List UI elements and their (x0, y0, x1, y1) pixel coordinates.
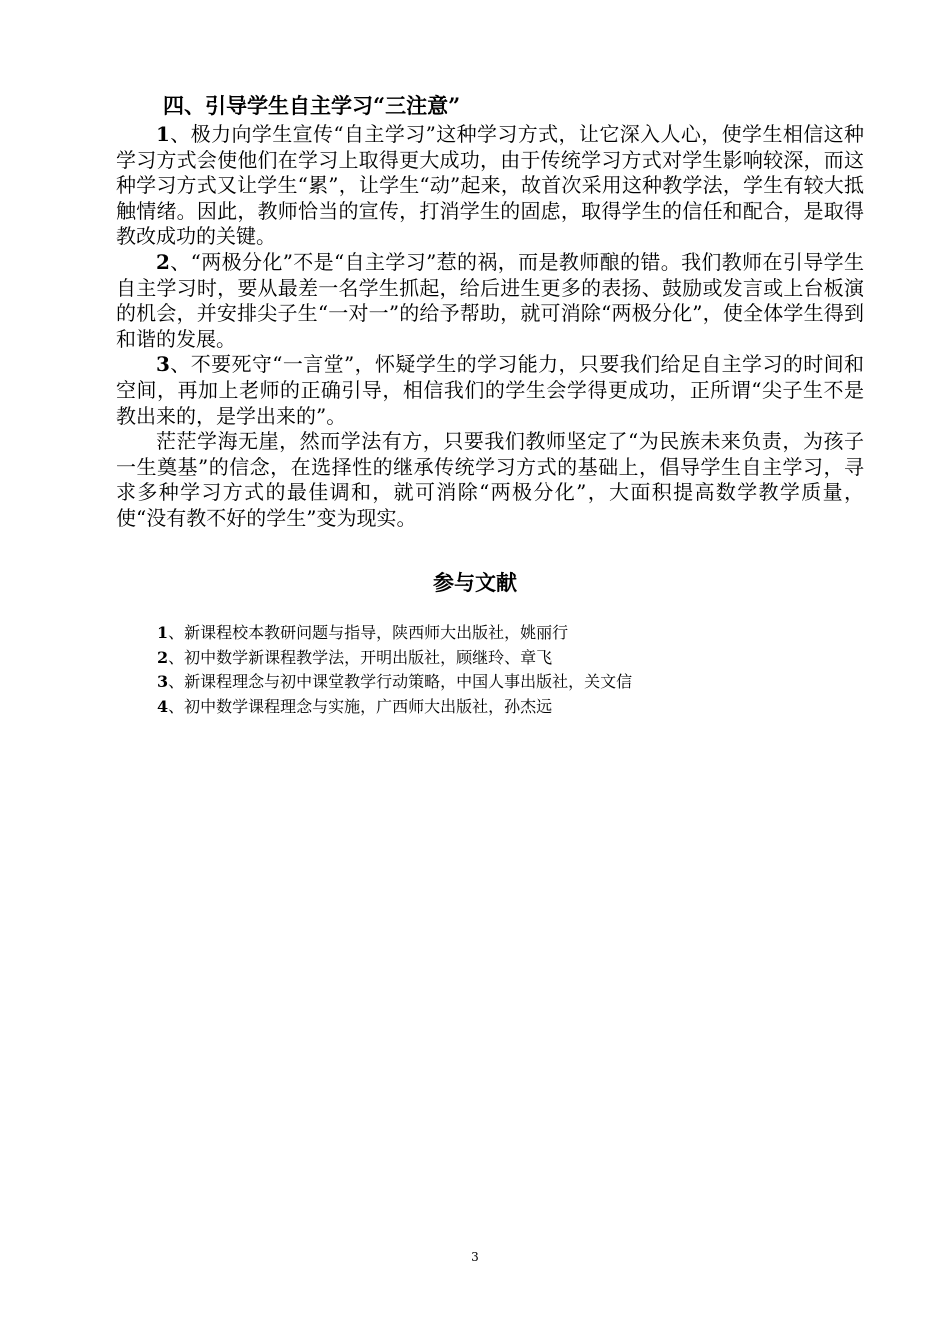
paragraph-text: 、不要死守“一言堂”，怀疑学生的学习能力，只要我们给足自主学习的时间和空间，再加上老师的正确引导，相信我们的学生会学得更成功，正所谓“尖子生不是教出来的，是学出来的”。 (116, 352, 864, 428)
reference-number: 2 (157, 647, 169, 667)
reference-number: 1 (157, 623, 169, 642)
reference-item (157, 670, 877, 695)
conclusion-paragraph: 茫茫学海无崖，然而学法有方，只要我们教师坚定了“为民族未来负责，为孩子一生奠基”的信念，在选择性的继承传统学习方式的基础上，倡导学生自主学习，寻求多种学习方式的最佳调和，就可消除“两极分化”，大面积提高数学教学质量，使“没有教不好的学生”变为现实。 (116, 429, 864, 530)
reference-text: 、新课程理念与初中课堂教学行动策略，中国人事出版社，关文信 (168, 672, 633, 691)
paragraph-3 (116, 352, 864, 429)
paragraph-text: 、极力向学生宣传“自主学习”这种学习方式，让它深入人心，使学生相信这种学习方式会使他们在学习上取得更大成功，由于传统学习方式对学生影响较深，而这种学习方式又让学生“累”，让学生“动”起来，故首次采用这种教学法，学生有较大抵触情绪。因此，教师恰当的宣传，打消学生的固虑，取得学生的信任和配合，是取得教改成功的关键。 (116, 122, 864, 249)
reference-number: 4 (157, 696, 169, 716)
section-body (116, 122, 864, 532)
paragraph-number: 1 (156, 122, 170, 146)
reference-text: 、新课程校本教研问题与指导，陕西师大出版社，姚丽行 (168, 623, 569, 642)
reference-text: 、初中数学新课程教学法，开明出版社，顾继玲、章飞 (168, 647, 553, 667)
paragraph-text: 、“两极分化”不是“自主学习”惹的祸，而是教师酿的错。我们教师在引导学生自主学习时，要从最差一名学生抓起，给后进生更多的表扬、鼓励或发言或上台板演的机会，并安排尖子生“一对一”的给予帮助，就可消除“两极分化”，使全体学生得到和谐的发展。 (116, 249, 864, 351)
reference-item (157, 646, 877, 671)
reference-item (157, 695, 877, 720)
references-list (157, 621, 877, 719)
paragraph-number: 2 (156, 249, 170, 274)
reference-item (157, 621, 877, 646)
reference-number: 3 (157, 672, 169, 691)
references-title: 参与文献 (433, 570, 517, 595)
section-heading: 四、引导学生自主学习“三注意” (163, 93, 461, 118)
paragraph-1 (116, 122, 864, 250)
paragraph-2 (116, 250, 864, 352)
page-number: 3 (471, 1250, 479, 1264)
paragraph-number: 3 (156, 352, 170, 377)
reference-text: 、初中数学课程理念与实施，广西师大出版社，孙杰远 (168, 696, 553, 716)
